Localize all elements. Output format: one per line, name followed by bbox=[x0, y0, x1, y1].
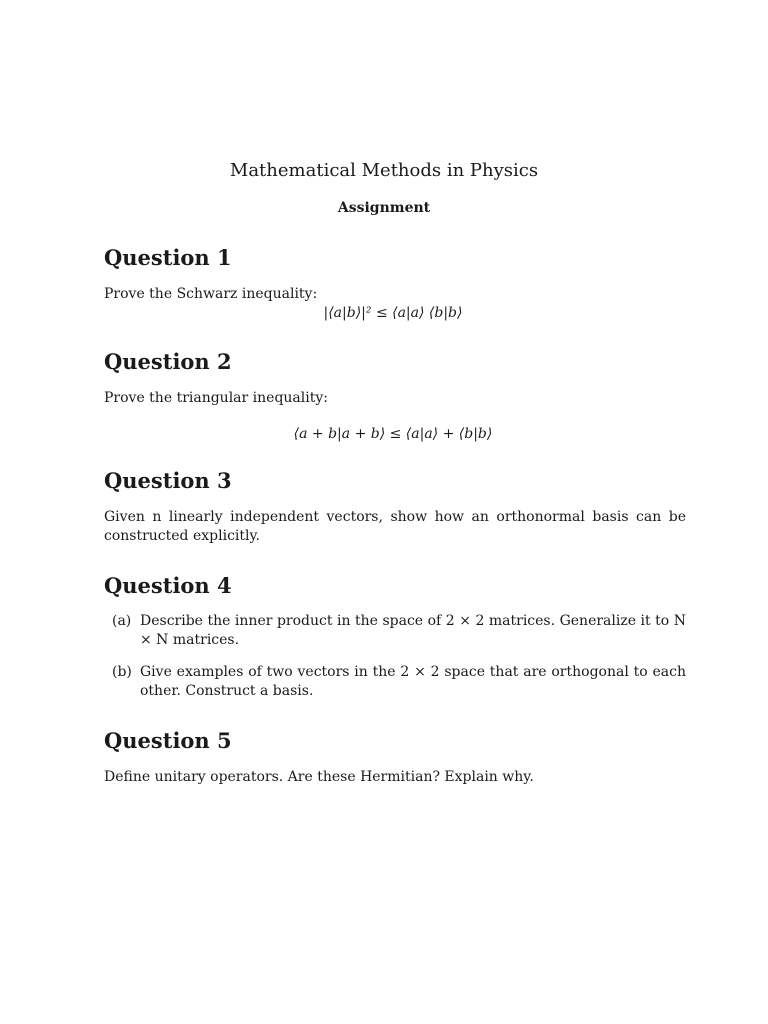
question-3-text: Given n linearly independent vectors, show how an orthonormal basis can be constructed explicitly. bbox=[104, 509, 686, 544]
question-1-equation: |⟨a|b⟩|² ≤ ⟨a|a⟩ ⟨b|b⟩ bbox=[323, 305, 463, 321]
question-2-heading: Question 2 bbox=[104, 349, 232, 374]
question-3-heading: Question 3 bbox=[104, 468, 232, 493]
question-4-heading: Question 4 bbox=[104, 573, 232, 598]
question-1-heading: Question 1 bbox=[104, 245, 232, 270]
item-label: (b) bbox=[112, 664, 132, 680]
document-title: Mathematical Methods in Physics bbox=[229, 160, 539, 181]
document-subtitle: Assignment bbox=[337, 200, 431, 216]
question-5-heading: Question 5 bbox=[104, 728, 232, 753]
item-text: Describe the inner product in the space of 2 × 2 matrices. Generalize it to N × N matrices. bbox=[140, 613, 686, 648]
question-1-text: Prove the Schwarz inequality: bbox=[104, 286, 318, 302]
question-2-text: Prove the triangular inequality: bbox=[104, 390, 328, 406]
question-4-item-b bbox=[112, 663, 686, 701]
item-text: Give examples of two vectors in the 2 × 2 space that are orthogonal to each other. Construct a basis. bbox=[140, 664, 686, 699]
item-label: (a) bbox=[112, 613, 132, 629]
question-2-equation: ⟨a + b|a + b⟩ ≤ ⟨a|a⟩ + ⟨b|b⟩ bbox=[293, 426, 493, 442]
question-5-text: Define unitary operators. Are these Hermitian? Explain why. bbox=[104, 769, 534, 785]
question-4-item-a bbox=[112, 612, 686, 650]
